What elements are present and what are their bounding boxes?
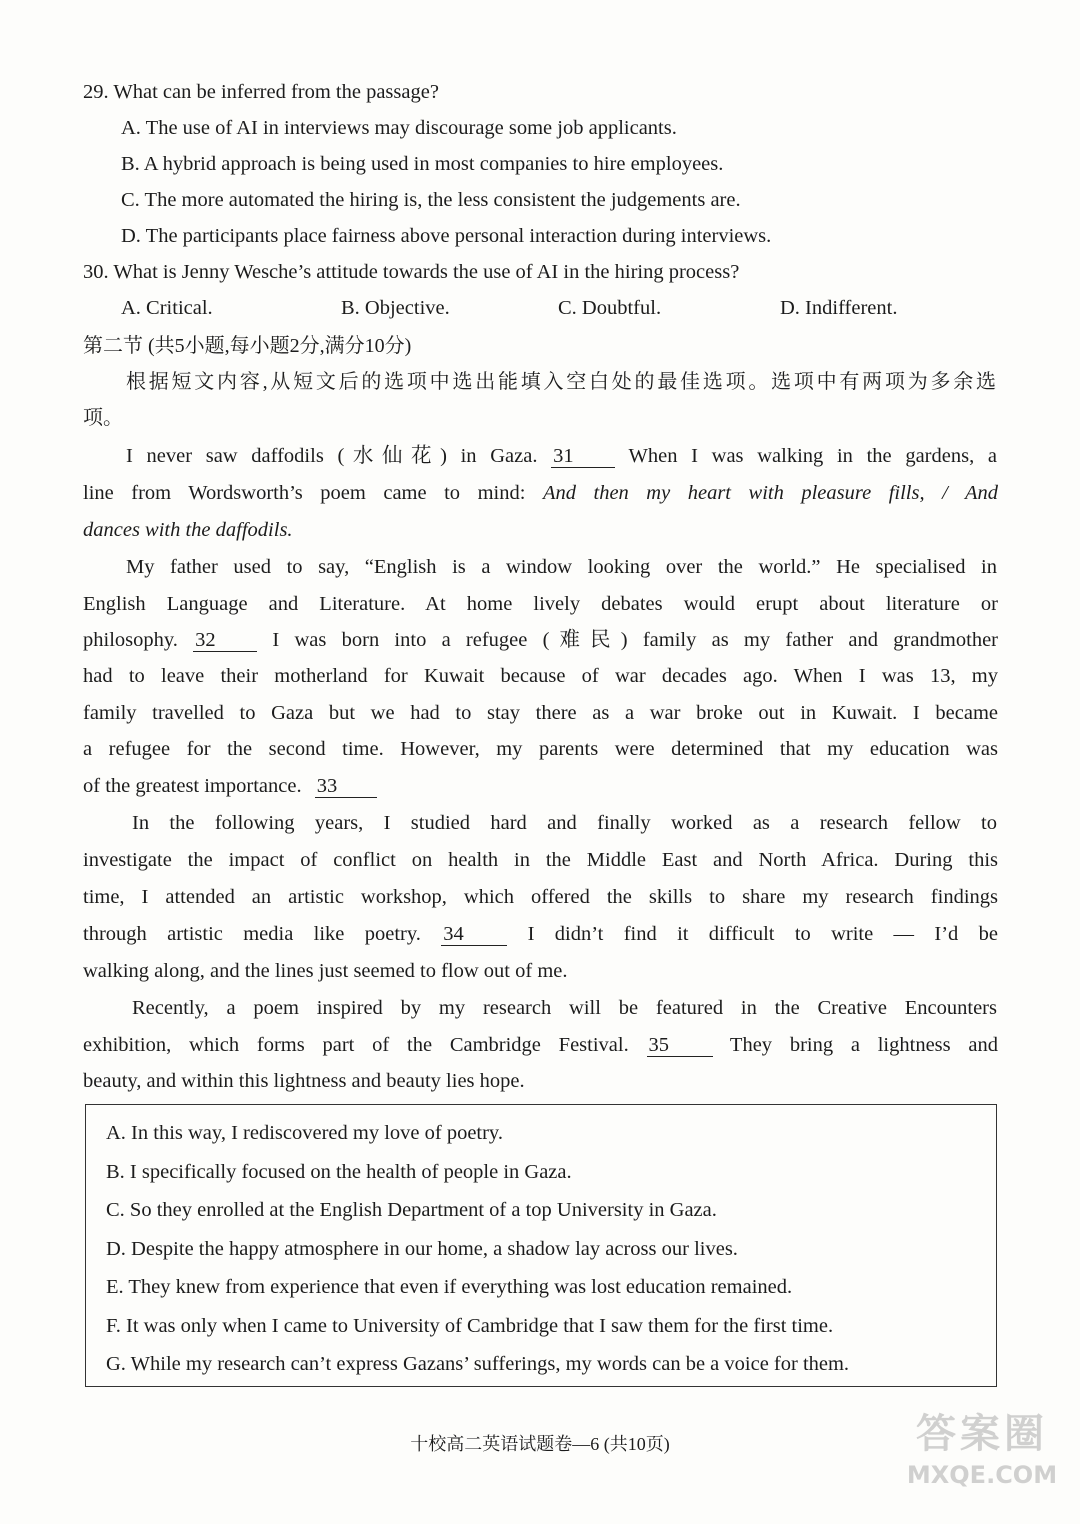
- passage-line: walking along, and the lines just seemed to flow out of me.: [83, 960, 568, 982]
- passage-line: time, I attended an artistic workshop, which offered the skills to share my research findings: [83, 886, 998, 908]
- passage-line: [83, 1031, 998, 1059]
- q29-option-d: D. The participants place fairness above personal interaction during interviews.: [121, 225, 772, 247]
- passage-text: through artistic media like poetry.: [83, 923, 421, 945]
- q30-option-b: B. Objective.: [341, 297, 450, 319]
- q30-option-a: A. Critical.: [121, 297, 213, 319]
- q30-option-c: C. Doubtful.: [558, 297, 662, 319]
- passage-line: [83, 626, 998, 654]
- section2-instruction-cont: 项。: [83, 407, 123, 429]
- q29-option-c: C. The more automated the hiring is, the less consistent the judgements are.: [121, 189, 741, 211]
- passage-line: English Language and Literature. At home lively debates would erupt about literature or: [83, 593, 998, 615]
- choice-f: F. It was only when I came to University of Cambridge that I saw them for the first time.: [106, 1315, 834, 1337]
- passage-text: exhibition, which forms part of the Cambridge Festival.: [83, 1034, 629, 1056]
- passage-text: philosophy.: [83, 629, 178, 651]
- passage-line: had to leave their motherland for Kuwait because of war decades ago. When I was 13, my: [83, 665, 998, 687]
- passage-text: When I was walking in the gardens, a: [628, 445, 998, 467]
- passage-line: beauty, and within this lightness and beauty lies hope.: [83, 1070, 525, 1092]
- passage-text: of the greatest importance.: [83, 775, 302, 797]
- passage-text: line from Wordsworth’s poem came to mind:: [83, 482, 526, 504]
- watermark-cn: 答案圈: [916, 1411, 1048, 1457]
- passage-line: Recently, a poem inspired by my research will be featured in the Creative Encounters: [132, 997, 997, 1019]
- q29-stem: 29. What can be inferred from the passage?: [83, 81, 439, 103]
- passage-line: My father used to say, “English is a window looking over the world.” He specialised in: [126, 556, 997, 578]
- q29-option-b: B. A hybrid approach is being used in most companies to hire employees.: [121, 153, 724, 175]
- choice-b: B. I specifically focused on the health of people in Gaza.: [106, 1161, 572, 1183]
- q30-stem: 30. What is Jenny Wesche’s attitude towards the use of AI in the hiring process?: [83, 261, 740, 283]
- watermark-logo: [902, 1408, 1062, 1518]
- watermark-en: MXQE.COM: [906, 1461, 1058, 1489]
- passage-text: They bring a lightness and: [729, 1034, 999, 1056]
- passage-line: [83, 920, 998, 948]
- choice-e: E. They knew from experience that even if everything was lost education remained.: [106, 1276, 793, 1298]
- section2-instruction: 根据短文内容,从短文后的选项中选出能填入空白处的最佳选项。选项中有两项为多余选: [126, 371, 996, 393]
- poem-quote: And then my heart with pleasure fills, / And: [542, 482, 998, 504]
- blank-31: 31: [551, 445, 615, 468]
- choice-c: C. So they enrolled at the English Department of a top University in Gaza.: [106, 1199, 717, 1221]
- passage-line: [83, 772, 998, 800]
- choice-a: A. In this way, I rediscovered my love of poetry.: [106, 1122, 503, 1144]
- blank-32: 32: [193, 629, 257, 652]
- passage-text: I didn’t find it difficult to write — I’d be: [527, 923, 998, 945]
- choices-box: [85, 1104, 997, 1387]
- passage-line: investigate the impact of conflict on health in the Middle East and North Africa. During this: [83, 849, 998, 871]
- passage-line: family travelled to Gaza but we had to stay there as a war broke out in Kuwait. I became: [83, 702, 998, 724]
- passage-line: In the following years, I studied hard and finally worked as a research fellow to: [132, 812, 997, 834]
- passage-text: I never saw daffodils (水仙花) in Gaza.: [126, 445, 538, 467]
- poem-quote-cont: dances with the daffodils.: [83, 519, 293, 541]
- passage-text: I was born into a refugee (难民) family as my father and grandmother: [272, 629, 999, 651]
- choice-g: G. While my research can’t express Gazans’ sufferings, my words can be a voice for them.: [106, 1353, 850, 1375]
- blank-33: 33: [315, 775, 377, 798]
- passage-line: [83, 479, 998, 507]
- section2-heading: 第二节 (共5小题,每小题2分,满分10分): [83, 335, 412, 357]
- q30-option-d: D. Indifferent.: [780, 297, 898, 319]
- blank-34: 34: [441, 923, 507, 946]
- blank-35: 35: [647, 1034, 713, 1057]
- passage-line: a refugee for the second time. However, my parents were determined that my education was: [83, 738, 998, 760]
- page-footer: 十校高二英语试题卷—6 (共10页): [410, 1434, 670, 1454]
- choice-d: D. Despite the happy atmosphere in our home, a shadow lay across our lives.: [106, 1238, 738, 1260]
- passage-line: [126, 442, 997, 470]
- q29-option-a: A. The use of AI in interviews may discourage some job applicants.: [121, 117, 677, 139]
